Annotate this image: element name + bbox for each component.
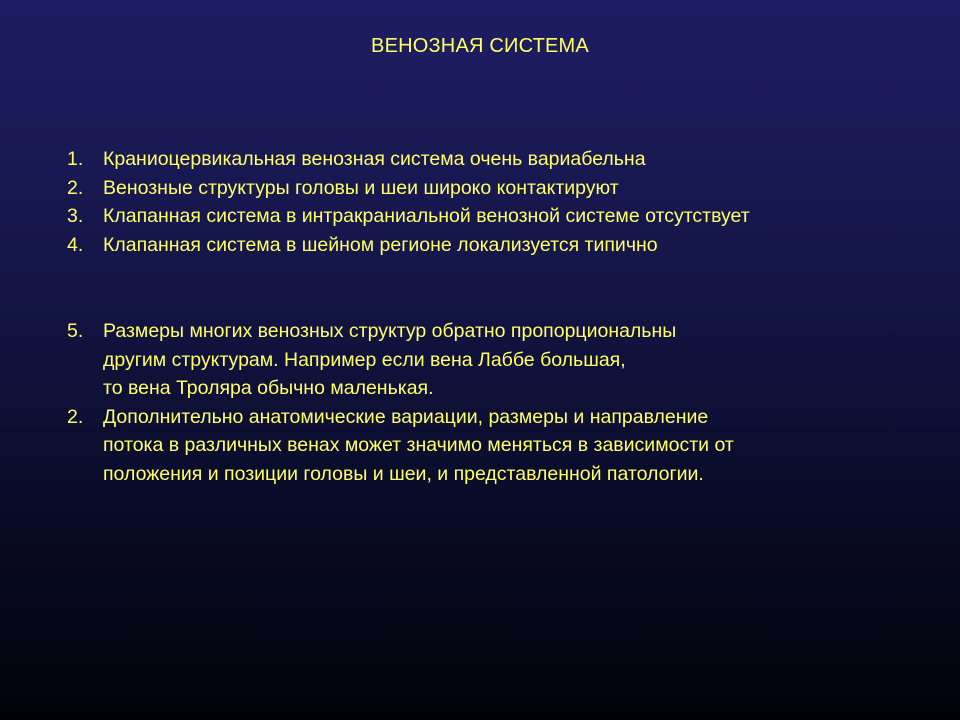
- list-item-line: Дополнительно анатомические вариации, размеры и направление: [103, 405, 709, 428]
- list-item: [67, 202, 750, 231]
- list-item-number: 3.: [67, 205, 84, 227]
- list-item-number: 2.: [67, 405, 84, 428]
- list-item-line: положения и позиции головы и шеи, и представленной патологии.: [103, 462, 704, 485]
- list-item: [67, 231, 750, 260]
- list-item-line: Клапанная система в интракраниальной венозной системе отсутствует: [103, 205, 750, 227]
- list-item-number: 2.: [67, 176, 84, 199]
- list-item-number: 4.: [67, 233, 84, 256]
- list-item-line: Венозные структуры головы и шеи широко контактируют: [103, 176, 619, 199]
- list-item-line: Краниоцервикальная венозная система очень вариабельна: [103, 148, 646, 170]
- list-item-text: [103, 174, 619, 203]
- list-item-line: другим структурам. Например если вена Лаббе большая,: [103, 348, 626, 371]
- list-item-number: 1.: [67, 148, 84, 170]
- list-item-line: то вена Троляра обычно маленькая.: [103, 377, 434, 399]
- list-item-line: Клапанная система в шейном регионе локализуется типично: [103, 233, 658, 256]
- list-item-text: [103, 145, 646, 174]
- numbered-list-2: [67, 317, 734, 488]
- list-item-text: [103, 403, 734, 489]
- numbered-list-1: [67, 145, 750, 259]
- list-item: [67, 317, 734, 403]
- list-item-number: 5.: [67, 320, 84, 342]
- list-item: [67, 403, 734, 489]
- list-item-line: Размеры многих венозных структур обратно пропорциональны: [103, 320, 677, 342]
- list-item: [67, 145, 750, 174]
- list-item-line: потока в различных венах может значимо меняться в зависимости от: [103, 434, 734, 456]
- slide-title: ВЕНОЗНАЯ СИСТЕМА: [371, 35, 589, 57]
- list-item-text: [103, 202, 750, 231]
- list-item-text: [103, 317, 676, 403]
- list-item-text: [103, 231, 658, 260]
- list-item: [67, 174, 750, 203]
